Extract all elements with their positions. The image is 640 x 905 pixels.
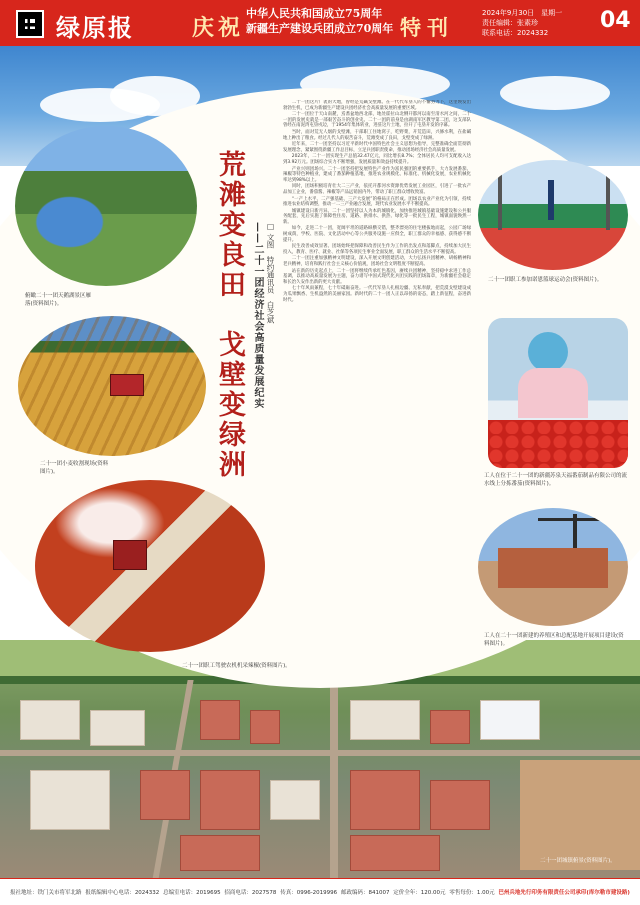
article-paragraph: 城镇建设日新月异。二十一团坚持以人为本的城镇化，加快推进城镇基础设施建设和公共服务配套，先后实施了保障性住房、道路、供排水、供热、绿化等一批民生工程，城镇面貌焕然一新。 — [283, 208, 471, 225]
article-paragraph: 2023年，二十一团实现生产总值32.47亿元，同比增长8.7%；全体居民人均可支配收入达到3.92万元。团场综合实力不断增强，发展质量和效益持续提升。 — [283, 154, 471, 165]
footer-news-phone: 报纸编辑中心电话：2024332 — [85, 890, 160, 896]
headline-subtitle: ——二十一团经济社会高质量发展纪实 — [252, 222, 263, 409]
article-paragraph: 站在新的历史起点上，二十一团将继续传承红色基因，赓续兵团精神，坚持稳中求进工作总基调，以推动高质量发展为主题，奋力谱写中国式现代化兵团实践的团场篇章，为新疆社会稳定和长治久安作出新的更大贡献。 — [283, 268, 471, 285]
article-paragraph: 如今，走进二十一团，宽阔平坦的道路纵横交错，整齐漂亮的住宅楼拔地而起，公园广场绿树成荫，学校、医院、文化活动中心等公共服务设施一应俱全，职工群众的幸福感、获得感不断提升。 — [283, 226, 471, 243]
article-body — [283, 100, 471, 585]
article-paragraph: 产业兴则团场兴。二十一团坚持把发展特色产业作为富民强团的重要抓手，大力发展番茄、辣椒等特色种植业，建成了番茄种植基地，推进农业规模化、标准化、机械化发展，农业机械化率达到98%以上。 — [283, 166, 471, 183]
article-paragraph: 当时，面对荒无人烟的戈壁滩，干部职工住地窝子，吃野菜，开荒造田，兴修水利，在盐碱地上种出了粮食。经过几代人的艰苦奋斗，荒滩变成了良田，戈壁变成了绿洲。 — [283, 129, 471, 141]
article-paragraph: 二十一团位于天山南麓，焉耆盆地西北部，地处霍拉山北侧开都河以南至清水河之间，二十一团的发展史就是一部艰苦奋斗的创业史。二十一团的前身是由湖南军区教导第二团，这支部队曾经在南泥湾屯垦戍边，于1954年集体转业，进驻这片土地，拉开了屯垦开发的序幕。 — [283, 112, 471, 129]
footer — [0, 878, 640, 905]
anniversary-line-1: 中华人民共和国成立75周年 — [246, 7, 383, 20]
photo-wheat-harvest — [18, 316, 206, 456]
footer-fax: 传真：0996-2019996 — [280, 890, 338, 896]
footer-office-phone: 总编室电话：2019695 — [163, 890, 221, 896]
footer-retail-price: 零售每份：1.00元 — [449, 890, 495, 896]
issue-editor: 责任编辑：张素珍 — [482, 19, 538, 27]
header-anniversary — [246, 6, 393, 36]
caption-tomato-line: 工人在位于二十一团的新疆苏泉天福番茄制品有限公司的流水线上分拣番茄(资料图片)。 — [484, 473, 628, 487]
photo-chili-harvest — [35, 480, 265, 652]
article-paragraph: 同时，团场积极培育壮大二三产业，依托开都河水资源优势发展工业园区，引进了一批农产品加工企业，番茄酱、辣椒等产品远销国内外，带动了职工群众增收致富。 — [283, 184, 471, 195]
special-issue-label: 特刊 — [400, 15, 454, 40]
caption-city: 二十一团城镇俯景(资料图片)。 — [540, 858, 616, 864]
caption-wheat-harvest: 二十一团小麦收割现场(资料图片)。 — [40, 461, 109, 475]
photo-basketball — [478, 160, 628, 270]
footer-annual-price: 定价全年：120.00元 — [393, 890, 446, 896]
issue-meta — [482, 8, 562, 38]
article-paragraph: 民生改善成效显著。团场始终把保障和改善民生作为工作的出发点和落脚点，持续加大民生投入，教育、医疗、就业、社保等各项民生事业全面发展，职工群众的生活水平不断提高。 — [283, 244, 471, 255]
issue-date: 2024年9月30日 星期一 — [482, 9, 563, 17]
caption-construction: 工人在二十一团新建的养殖区和总配基地开展项目建设(资料图片)。 — [484, 633, 624, 647]
anniversary-line-2: 新疆生产建设兵团成立70周年 — [246, 22, 394, 35]
photo-tomato-line — [488, 318, 628, 468]
footer-ads-phone: 招商电话：2027578 — [224, 890, 277, 896]
caption-chili-harvest: 二十一团职工驾驶农机机采辣椒(资料图片)。 — [182, 663, 291, 669]
photo-swan-lake — [15, 126, 197, 286]
photo-construction — [478, 508, 628, 626]
qr-code — [16, 10, 44, 38]
article-paragraph: 二十一团这片广袤的大地，曾经是荒碱戈壁滩。在一代代军垦人的不懈努力下，这里焕发出勃勃生机，已成为新疆生产建设兵团经济社会高质量发展的重要区域。 — [283, 100, 471, 111]
article-paragraph: “一产上水平、二产强基础、三产大发展”的格局正在形成。团场以农业产业化为引领，持续推进农业结构调整，推动一二三产业融合发展，现代农业发展水平不断提高。 — [283, 196, 471, 208]
byline: □ 文图 特约通讯员 白芝斌 — [266, 222, 275, 324]
article-paragraph: 七十年风雨兼程，七十年砥砺奋进。一代代军垦人扎根边疆、无私奉献，把荒漠戈壁建设成为瓜果飘香、生机盎然的美丽家园。新时代的二十一团人正以昂扬的姿态，踏上新征程，奋进新时代。 — [283, 286, 471, 303]
header-band — [0, 0, 640, 46]
article-paragraph: 二十一团注重加强精神文明建设，深入开展文明创建活动，大力弘扬兵团精神、胡杨精神和老兵精神，培育和践行社会主义核心价值观，团场社会文明程度不断提高。 — [283, 256, 471, 268]
footer-address: 报社地址：铁门关市将军北路 — [10, 890, 82, 896]
footer-postcode: 邮政编码：841007 — [340, 890, 390, 896]
footer-printer: 巴州兵地先行印务有限责任公司承印(库尔勒市建设路) — [498, 890, 630, 896]
page-number: 04 — [600, 8, 631, 33]
caption-basketball: 二十一团职工参加诺恩篮球运动会(资料图片)。 — [488, 277, 603, 283]
article-paragraph: 近年来，二十一团坚持以习近平新时代中国特色社会主义思想为指导，完整准确全面贯彻新发展理念，紧紧围绕新疆工作总目标，立足兵团职责使命，推动团场经济社会高质量发展。 — [283, 142, 471, 153]
issue-phone: 联系电话：2024332 — [482, 29, 549, 37]
masthead: 绿原报 — [56, 13, 134, 42]
headline-line-2: 戈壁变绿洲 — [214, 330, 245, 480]
celebrate-label: 庆祝 — [192, 15, 245, 41]
headline-line-1: 荒滩变良田 — [214, 150, 245, 300]
caption-swan-lake: 俯瞰二十一团天鹅湖景区雁落(资料图片)。 — [25, 293, 92, 307]
